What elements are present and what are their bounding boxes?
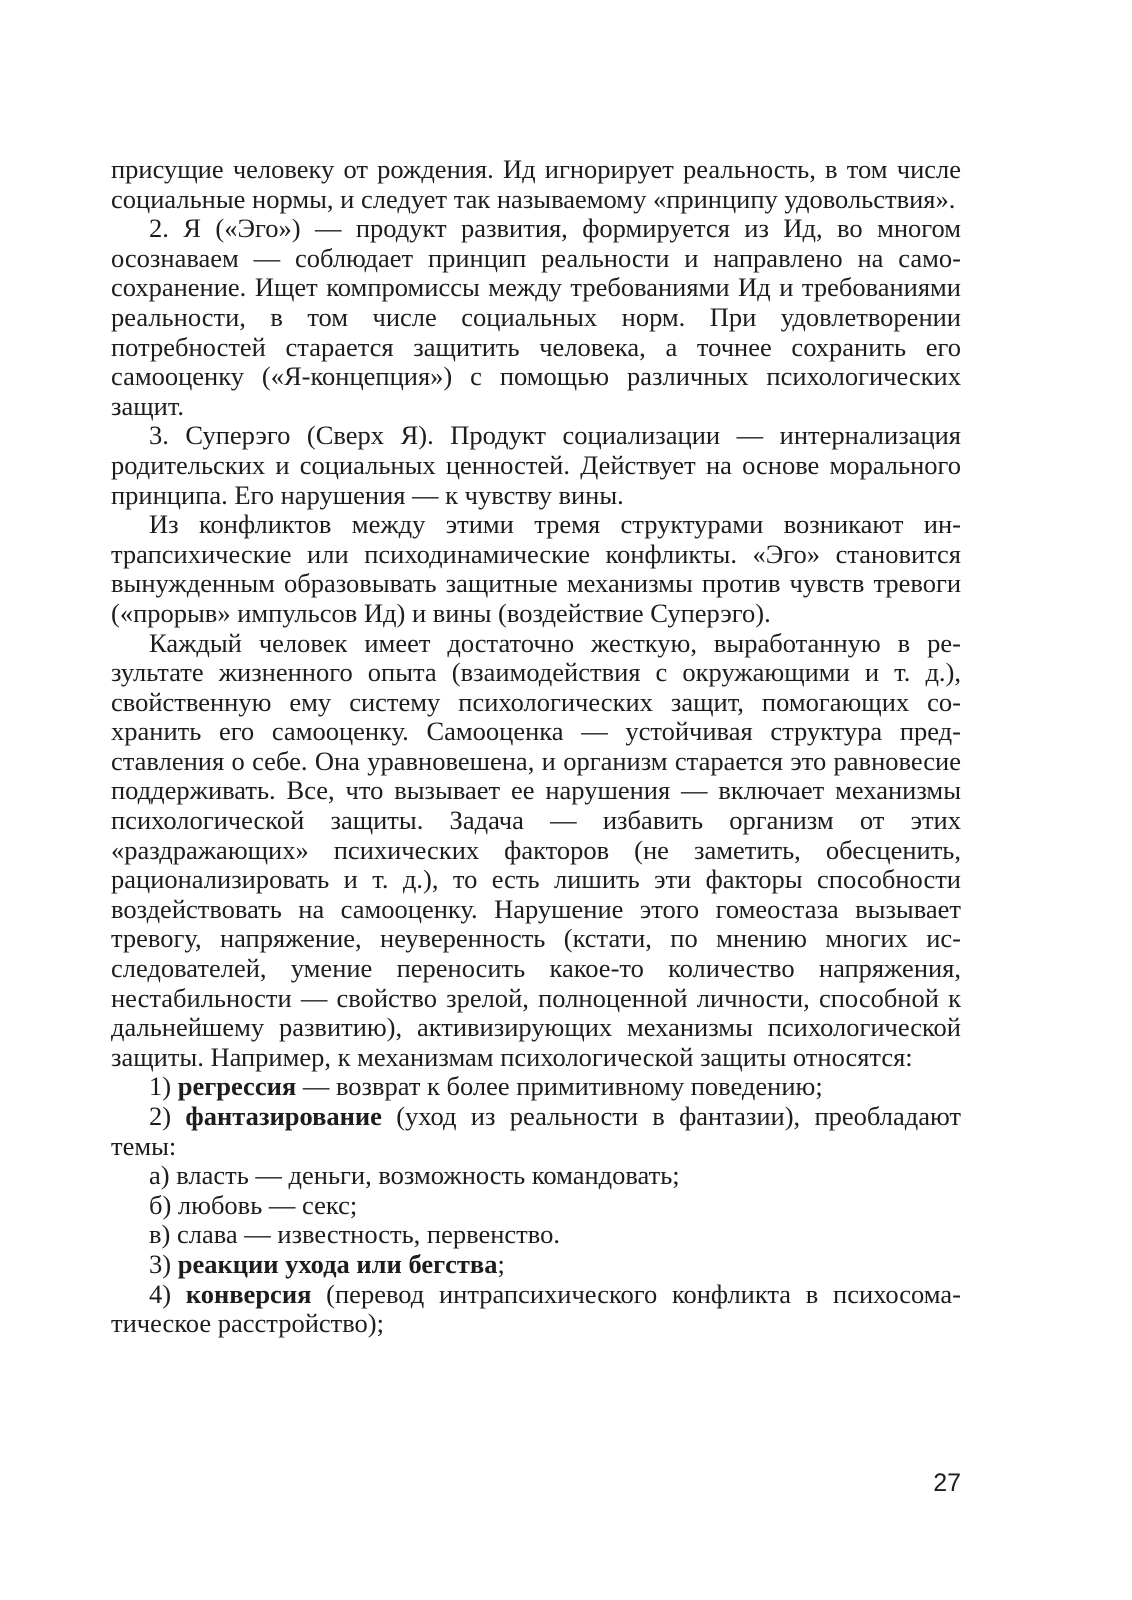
text-run: (перевод интрапсихического конфликта в психосоматическое расстройство); [111, 1278, 961, 1339]
page-number: 27 [933, 1469, 961, 1497]
paragraph [111, 1161, 961, 1191]
text-run: 2) [149, 1101, 186, 1131]
page-body-text [111, 155, 961, 1339]
text-run: 1) [149, 1071, 178, 1102]
text-run: Из конфликтов между этими тремя структурами возникают интрапсихические или психодинамические конфликты. «Эго» становится вынужденным образовывать защитные механизмы против чувств тревоги («прорыв» импульсов Ид) и вины (воздействие Суперэго). [111, 509, 961, 628]
bold-term: реакции ухода или бегства [177, 1248, 498, 1279]
paragraph [111, 1220, 961, 1250]
paragraph [111, 214, 961, 421]
text-run: 3) [149, 1248, 178, 1279]
text-run: 3. Суперэго (Сверх Я). Продукт социализации — интернализация родительских и социальных ценностей. Действует на основе морального принципа. Его нарушения — к чувству вины. [111, 420, 961, 510]
text-run: б) любовь — секс; [149, 1189, 358, 1220]
paragraph [111, 1072, 961, 1102]
paragraph [111, 155, 961, 214]
text-run: 4) [149, 1278, 186, 1309]
bold-term: конверсия [185, 1278, 312, 1309]
text-run: в) слава — известность, первенство. [149, 1219, 560, 1250]
text-run: — возврат к более примитивному поведению; [296, 1071, 823, 1102]
text-run: 2. Я («Эго») — продукт развития, формируется из Ид, во многом осознаваем — соблюдает принцип реальности и направлено на самосохранение. Ищет компромиссы между требованиями Ид и требованиями реальности, в том числе социальных норм. При удовлетворении потребностей старается защитить человека, а точнее сохранить его самооценку («Я-концепция») с помощью различных психологических защит. [111, 213, 961, 421]
paragraph [111, 1191, 961, 1221]
text-run: Каждый человек имеет достаточно жесткую, выработанную в результате жизненного опыта (взаимодействия с окружающими и т. д.), свойственную ему систему психологических защит, помогающих сохранить его самооценку. Самооценка — устойчивая структура представления о себе. Она уравновешена, и организм старается это равновесие поддерживать. Все, что вызывает ее нарушения — включает механизмы психологической защиты. Задача — избавить организм от этих «раздражающих» психических факторов (не заметить, обесценить, рационализировать и т. д.), то есть лишить эти факторы способности воздействовать на самооценку. Нарушение этого гомеостаза вызывает тревогу, напряжение, неуверенность (кстати, по мнению многих исследователей, умение переносить какое-то количество напряжения, нестабильности — свойство зрелой, полноценной личности, способной к дальнейшему развитию), активизирующих механизмы психологической защиты. Например, к механизмам психологической защиты относятся: [111, 627, 961, 1072]
text-run: присущие человеку от рождения. Ид игнорирует реальность, в том числе социальные нормы, и следует так называемому «принципу удовольствия». [111, 154, 961, 214]
paragraph [111, 629, 961, 1073]
bold-term: фантазирование [185, 1101, 382, 1131]
bold-term: регрессия [177, 1071, 297, 1102]
paragraph [111, 510, 961, 628]
paragraph [111, 421, 961, 510]
text-run: ; [497, 1248, 505, 1279]
paragraph [111, 1102, 961, 1161]
paragraph [111, 1280, 961, 1339]
paragraph [111, 1250, 961, 1280]
text-run: а) власть — деньги, возможность командовать; [149, 1160, 680, 1191]
text-run: (уход из реальности в фантазии), преобладают темы: [111, 1101, 961, 1161]
